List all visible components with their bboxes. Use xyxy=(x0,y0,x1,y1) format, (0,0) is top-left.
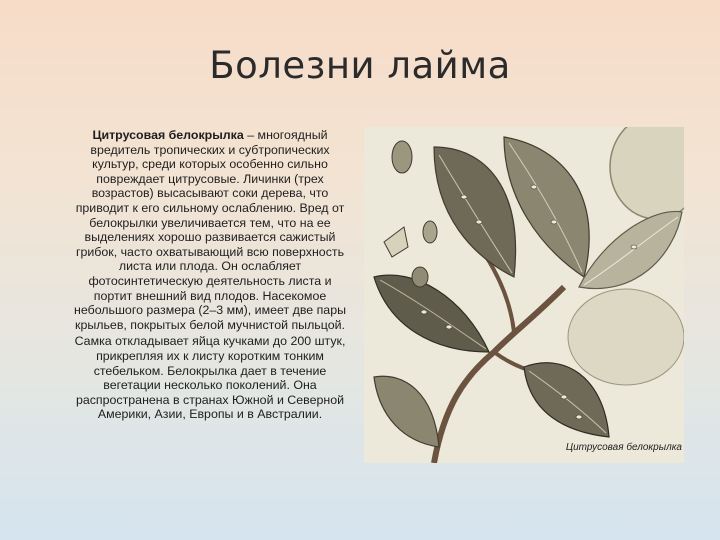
whitefly-illustration xyxy=(364,127,684,463)
fruit-shape xyxy=(568,289,684,385)
paragraph-1 xyxy=(70,128,350,332)
leaf xyxy=(579,211,682,288)
larva-inset xyxy=(392,141,412,173)
term-highlight: Цитрусовая белокрылка xyxy=(92,128,244,142)
adult-whitefly-inset xyxy=(384,227,408,257)
illustration-svg xyxy=(364,127,684,463)
leaf xyxy=(374,376,439,447)
paragraph-2: Самка откладывает яйца кучками до 200 штук, прикрепляя их к листу коротким тонким стебельком. Белокрылка дает в течение вегетации несколько поколений. Она распространена в странах Южной и Северной Америки, Азии, Европы и в Австралии. xyxy=(74,334,346,422)
paragraph-1-text: – многоядный вредитель тропических и субтропических культур, среди которых особенно сильно повреждает цитрусовые. Личинки (трех возрастов) высасывают соки дерева, что приводит к его сильному ослаблению. Вред от белокрылки увеличивается тем, что на ее выделениях хорошо развивается сажистый грибок, часто охватывающий всю поверхность листа или плода. Он ослабляет фотосинтетическую деятельность листа и портит внешний вид плодов. Насекомое небольшого размера (2–3 мм), имеет две пары крыльев, покрытых белой мучнистой пыльцой. xyxy=(74,128,346,332)
fruit-shape xyxy=(610,127,684,219)
figure-caption: Цитрусовая белокрылка xyxy=(556,440,682,455)
leaf xyxy=(504,137,589,277)
larva-inset xyxy=(412,267,428,287)
larva-inset xyxy=(423,221,437,243)
slide-title: Болезни лайма xyxy=(209,44,511,87)
body-text xyxy=(70,128,350,422)
